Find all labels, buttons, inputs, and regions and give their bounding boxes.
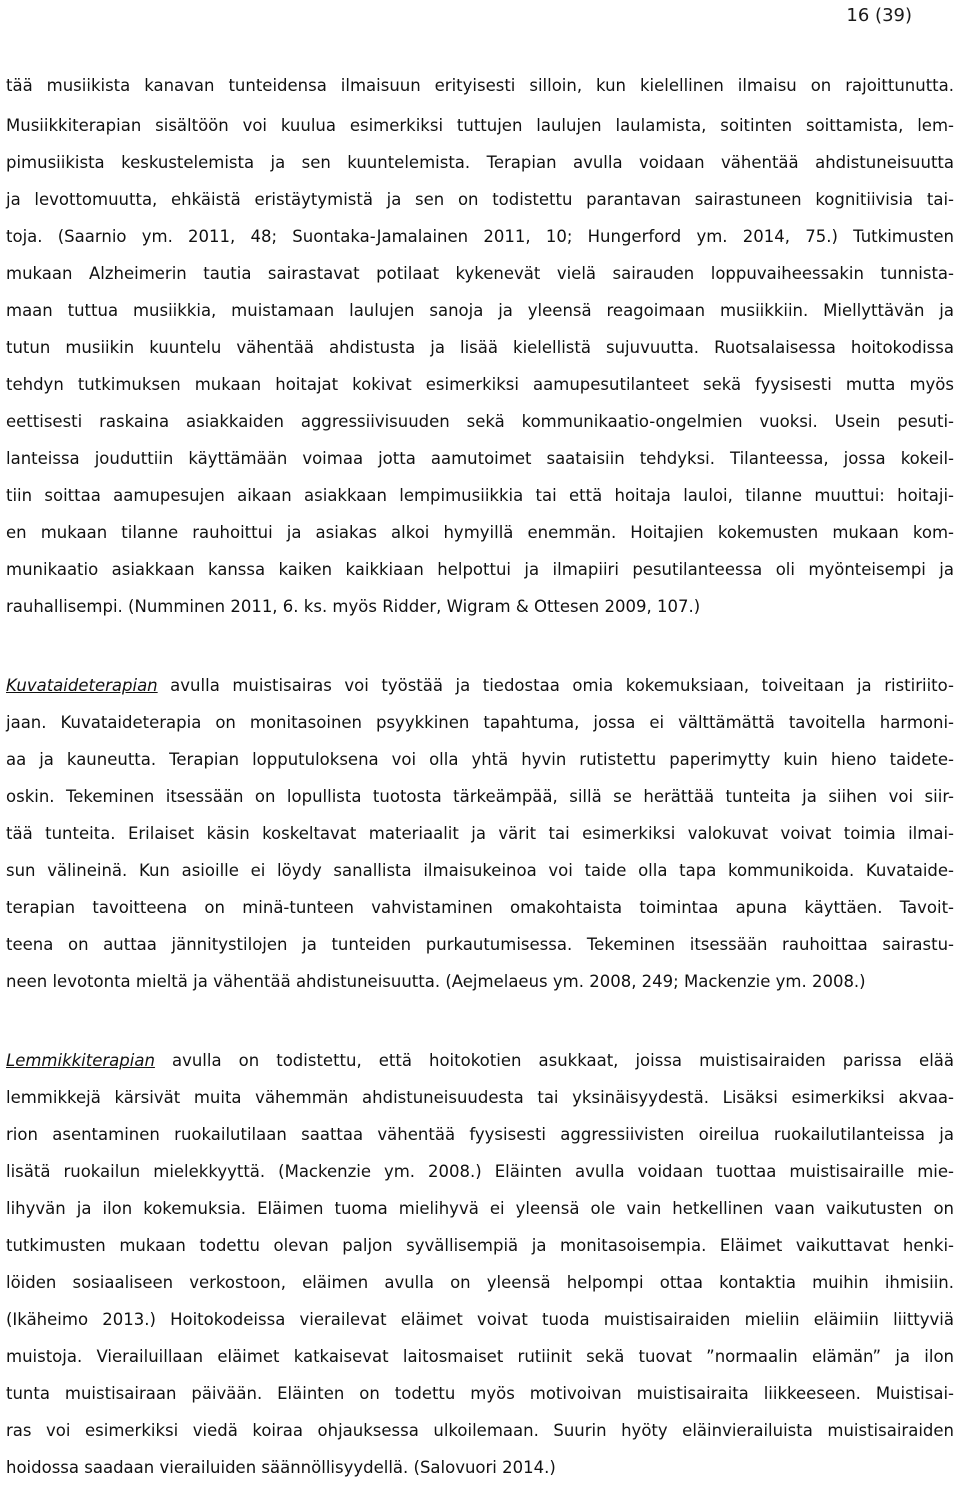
text-line: en mukaan tilanne rauhoittui ja asiakas alkoi hymyillä enemmän. Hoitajien kokemusten mukaan kom- <box>6 523 954 542</box>
text-line: pimusiikista keskustelemista ja sen kuuntelemista. Terapian avulla voidaan vähentää ahdistuneisuutta <box>6 153 954 172</box>
text-line: lanteissa jouduttiin käyttämään voimaa jotta aamutoimet saataisiin tehdyksi. Tilanteessa, jossa kokeil- <box>6 449 954 468</box>
text-line: terapian tavoitteena on minä-tunteen vahvistaminen omakohtaista toimintaa apuna käyttäen. Tavoit- <box>6 898 954 917</box>
text-line: hoidossa saadaan vierailuiden säännöllisyydellä. (Salovuori 2014.) <box>6 1458 556 1477</box>
text-line: toja. (Saarnio ym. 2011, 48; Suontaka-Jamalainen 2011, 10; Hungerford ym. 2014, 75.) Tutkimusten <box>6 227 954 246</box>
text-line: oskin. Tekeminen itsessään on lopullista tuotosta tärkeämpää, sillä se herättää tunteita ja siihen voi siir- <box>6 787 954 806</box>
text-line: (Ikäheimo 2013.) Hoitokodeissa vierailevat eläimet voivat tuoda muistisairaiden mieliin eläimiin liittyviä <box>6 1310 954 1329</box>
text-line: eettisesti raskaina asiakkaiden aggressiivisuuden sekä kommunikaatio-ongelmien vuoksi. Usein pesuti- <box>6 412 954 431</box>
text-line: tutun musiikin kuuntelu vähentää ahdistusta ja lisää kielellistä sujuvuutta. Ruotsalaisessa hoitokodissa <box>6 338 954 357</box>
term-pet-therapy: Lemmikkiterapian <box>6 1051 155 1070</box>
text-line: Musiikkiterapian sisältöön voi kuulua esimerkiksi tuttujen laulujen laulamista, soitinten soittamista, lem- <box>6 116 954 135</box>
text-line: jaan. Kuvataideterapia on monitasoinen psyykkinen tapahtuma, jossa ei välttämättä tavoitella harmoni- <box>6 713 954 732</box>
text-line <box>6 1050 954 1072</box>
text-line: maan tuttua musiikkia, muistamaan laulujen sanoja ja yleensä reagoimaan musiikkiin. Miellyttävän ja <box>6 301 954 320</box>
text-line: sun välineinä. Kun asioille ei löydy sanallista ilmaisukeinoa voi taide olla tapa kommunikoida. Kuvataide- <box>6 861 954 880</box>
text-line: rion asentaminen ruokailutilaan saattaa vähentää fyysisesti aggressiivisten oireilua ruokailutilanteissa ja <box>6 1125 954 1144</box>
text-line-rest: avulla muistisairas voi työstää ja tiedostaa omia kokemuksiaan, toiveitaan ja ristiriito- <box>157 676 954 695</box>
text-line <box>6 675 954 697</box>
text-line: lihyvän ja ilon kokemuksia. Eläimen tuoma mielihyvä ei yleensä ole vain hetkellinen vaan vaikutusten on <box>6 1199 954 1218</box>
text-line: mukaan Alzheimerin tautia sairastavat potilaat kykenevät vielä sairauden loppuvaiheessakin tunnista- <box>6 264 954 283</box>
text-line: aa ja kauneutta. Terapian lopputuloksena voi olla yhtä hyvin rutistettu paperimytty kuin hieno taidete- <box>6 750 954 769</box>
term-art-therapy: Kuvataideterapian <box>6 676 158 695</box>
text-line: lisätä ruokailun mielekkyyttä. (Mackenzie ym. 2008.) Eläinten avulla voidaan tuottaa muistisairaille mie- <box>6 1162 954 1181</box>
text-line-rest: avulla on todistettu, että hoitokotien asukkaat, joissa muistisairaiden parissa elää <box>154 1051 954 1070</box>
page-number: 16 (39) <box>846 5 912 26</box>
text-line: rauhallisempi. (Numminen 2011, 6. ks. myös Ridder, Wigram & Ottesen 2009, 107.) <box>6 597 701 616</box>
text-line: munikaatio asiakkaan kanssa kaiken kaikkiaan helpottui ja ilmapiiri pesutilanteessa oli myönteisempi ja <box>6 560 954 579</box>
text-line: lemmikkejä kärsivät muita vähemmän ahdistuneisuudesta tai yksinäisyydestä. Lisäksi esimerkiksi akvaa- <box>6 1088 954 1107</box>
text-line: tunta muistisairaan päivään. Eläinten on todettu myös motivoivan muistisairaita liikkeeseen. Muistisai- <box>6 1384 954 1403</box>
text-line: tiin soittaa aamupesujen aikaan asiakkaan lempimusiikkia tai että hoitaja lauloi, tilanne muuttui: hoitaji- <box>6 486 954 505</box>
text-line: tehdyn tutkimuksen mukaan hoitajat kokivat esimerkiksi aamupesutilanteet sekä fyysisesti mutta myös <box>6 375 954 394</box>
text-line: ras voi esimerkiksi viedä koiraa ohjauksessa ulkoilemaan. Suurin hyöty eläinvierailuista muistisairaiden <box>6 1421 954 1440</box>
text-line: ja levottomuutta, ehkäistä eristäytymistä ja sen on todistettu parantavan sairastuneen kognitiivisia tai- <box>6 190 954 209</box>
text-line: teena on auttaa jännitystilojen ja tunteiden purkautumisessa. Tekeminen itsessään rauhoittaa sairastu- <box>6 935 954 954</box>
text-line: tää tunteita. Erilaiset käsin koskeltavat materiaalit ja värit tai esimerkiksi valokuvat voivat toimia ilmai- <box>6 824 954 843</box>
text-line: neen levotonta mieltä ja vähentää ahdistuneisuutta. (Aejmelaeus ym. 2008, 249; Mackenzie ym. 2008.) <box>6 972 866 991</box>
text-line: löiden sosiaaliseen verkostoon, eläimen avulla on yleensä helpompi ottaa kontaktia muihin ihmisiin. <box>6 1273 954 1292</box>
text-line: muistoja. Vierailuillaan eläimet katkaisevat laitosmaiset rutiinit sekä tuovat ”normaalin elämän” ja ilon <box>6 1347 954 1366</box>
text-line: tää musiikista kanavan tunteidensa ilmaisuun erityisesti silloin, kun kielellinen ilmaisu on rajoittunutta. <box>6 76 954 95</box>
text-line: tutkimusten mukaan todettu olevan paljon syvällisempiä ja monitasoisempia. Eläimet vaikuttavat henki- <box>6 1236 954 1255</box>
